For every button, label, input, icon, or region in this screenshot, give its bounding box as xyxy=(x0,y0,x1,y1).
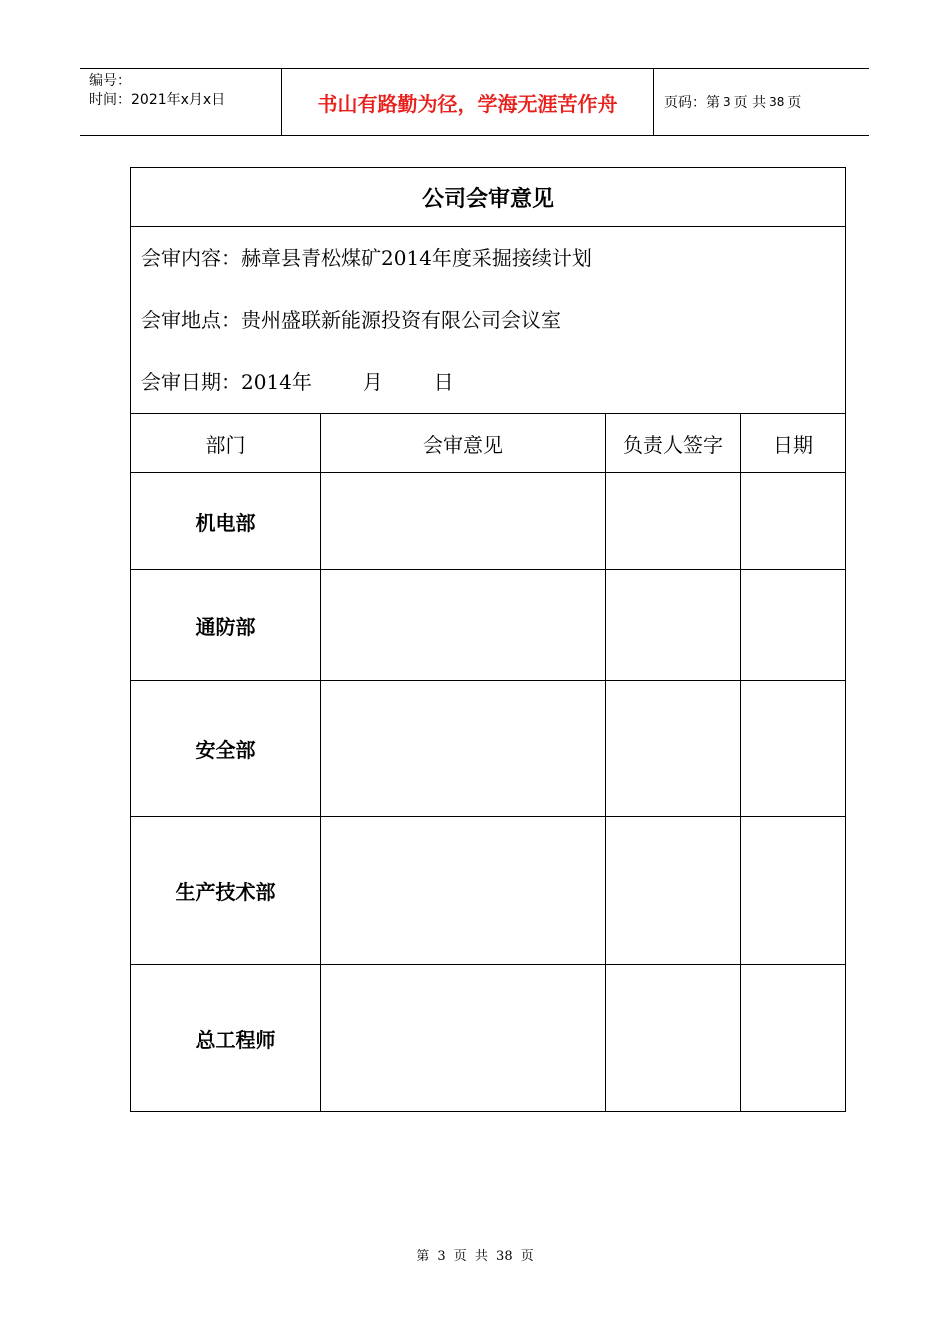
serial-label: 编号： xyxy=(89,73,131,89)
dept-cell: 机电部 xyxy=(131,473,321,570)
table-row xyxy=(131,965,846,1112)
page-mid: 页 共 xyxy=(733,95,767,111)
page-suffix: 页 xyxy=(787,95,802,111)
opinion-cell[interactable] xyxy=(321,570,606,681)
opinion-cell[interactable] xyxy=(321,817,606,965)
column-header-row xyxy=(131,414,846,473)
date-cell[interactable] xyxy=(741,817,846,965)
form-title: 公司会审意见 xyxy=(131,168,846,227)
time-label: 时间：2021年x月x日 xyxy=(89,92,226,108)
page-current: 3 xyxy=(723,95,731,109)
dept-cell: 安全部 xyxy=(131,681,321,817)
header-meta xyxy=(80,69,281,135)
page-header xyxy=(80,68,869,136)
table-row xyxy=(131,473,846,570)
date-cell[interactable] xyxy=(741,473,846,570)
header-page-number xyxy=(654,69,869,135)
signature-cell[interactable] xyxy=(606,817,741,965)
dept-cell: 总工程师 xyxy=(131,965,321,1112)
opinion-cell[interactable] xyxy=(321,681,606,817)
review-location-line: 会审地点：贵州盛联新能源投资有限公司会议室 xyxy=(141,308,561,332)
dept-cell: 通防部 xyxy=(131,570,321,681)
review-info xyxy=(131,227,846,414)
signature-cell[interactable] xyxy=(606,570,741,681)
table-row xyxy=(131,817,846,965)
table-row xyxy=(131,570,846,681)
col-header-signature: 负责人签字 xyxy=(606,414,741,473)
signature-cell[interactable] xyxy=(606,473,741,570)
review-content-line: 会审内容：赫章县青松煤矿2014年度采掘接续计划 xyxy=(141,246,592,270)
table-row xyxy=(131,681,846,817)
col-header-opinion: 会审意见 xyxy=(321,414,606,473)
opinion-cell[interactable] xyxy=(321,965,606,1112)
signature-cell[interactable] xyxy=(606,965,741,1112)
header-motto: 书山有路勤为径，学海无涯苦作舟 xyxy=(281,69,654,135)
col-header-dept: 部门 xyxy=(131,414,321,473)
page-footer: 第 3 页 共 38 页 xyxy=(416,1249,534,1264)
date-cell[interactable] xyxy=(741,681,846,817)
opinion-cell[interactable] xyxy=(321,473,606,570)
date-cell[interactable] xyxy=(741,965,846,1112)
page-total: 38 xyxy=(769,95,785,109)
review-form-table xyxy=(130,167,846,1112)
dept-cell: 生产技术部 xyxy=(131,817,321,965)
signature-cell[interactable] xyxy=(606,681,741,817)
page-prefix: 页码：第 xyxy=(664,95,720,111)
col-header-date: 日期 xyxy=(741,414,846,473)
review-date-line: 会审日期：2014年 月 日 xyxy=(141,370,454,394)
date-cell[interactable] xyxy=(741,570,846,681)
